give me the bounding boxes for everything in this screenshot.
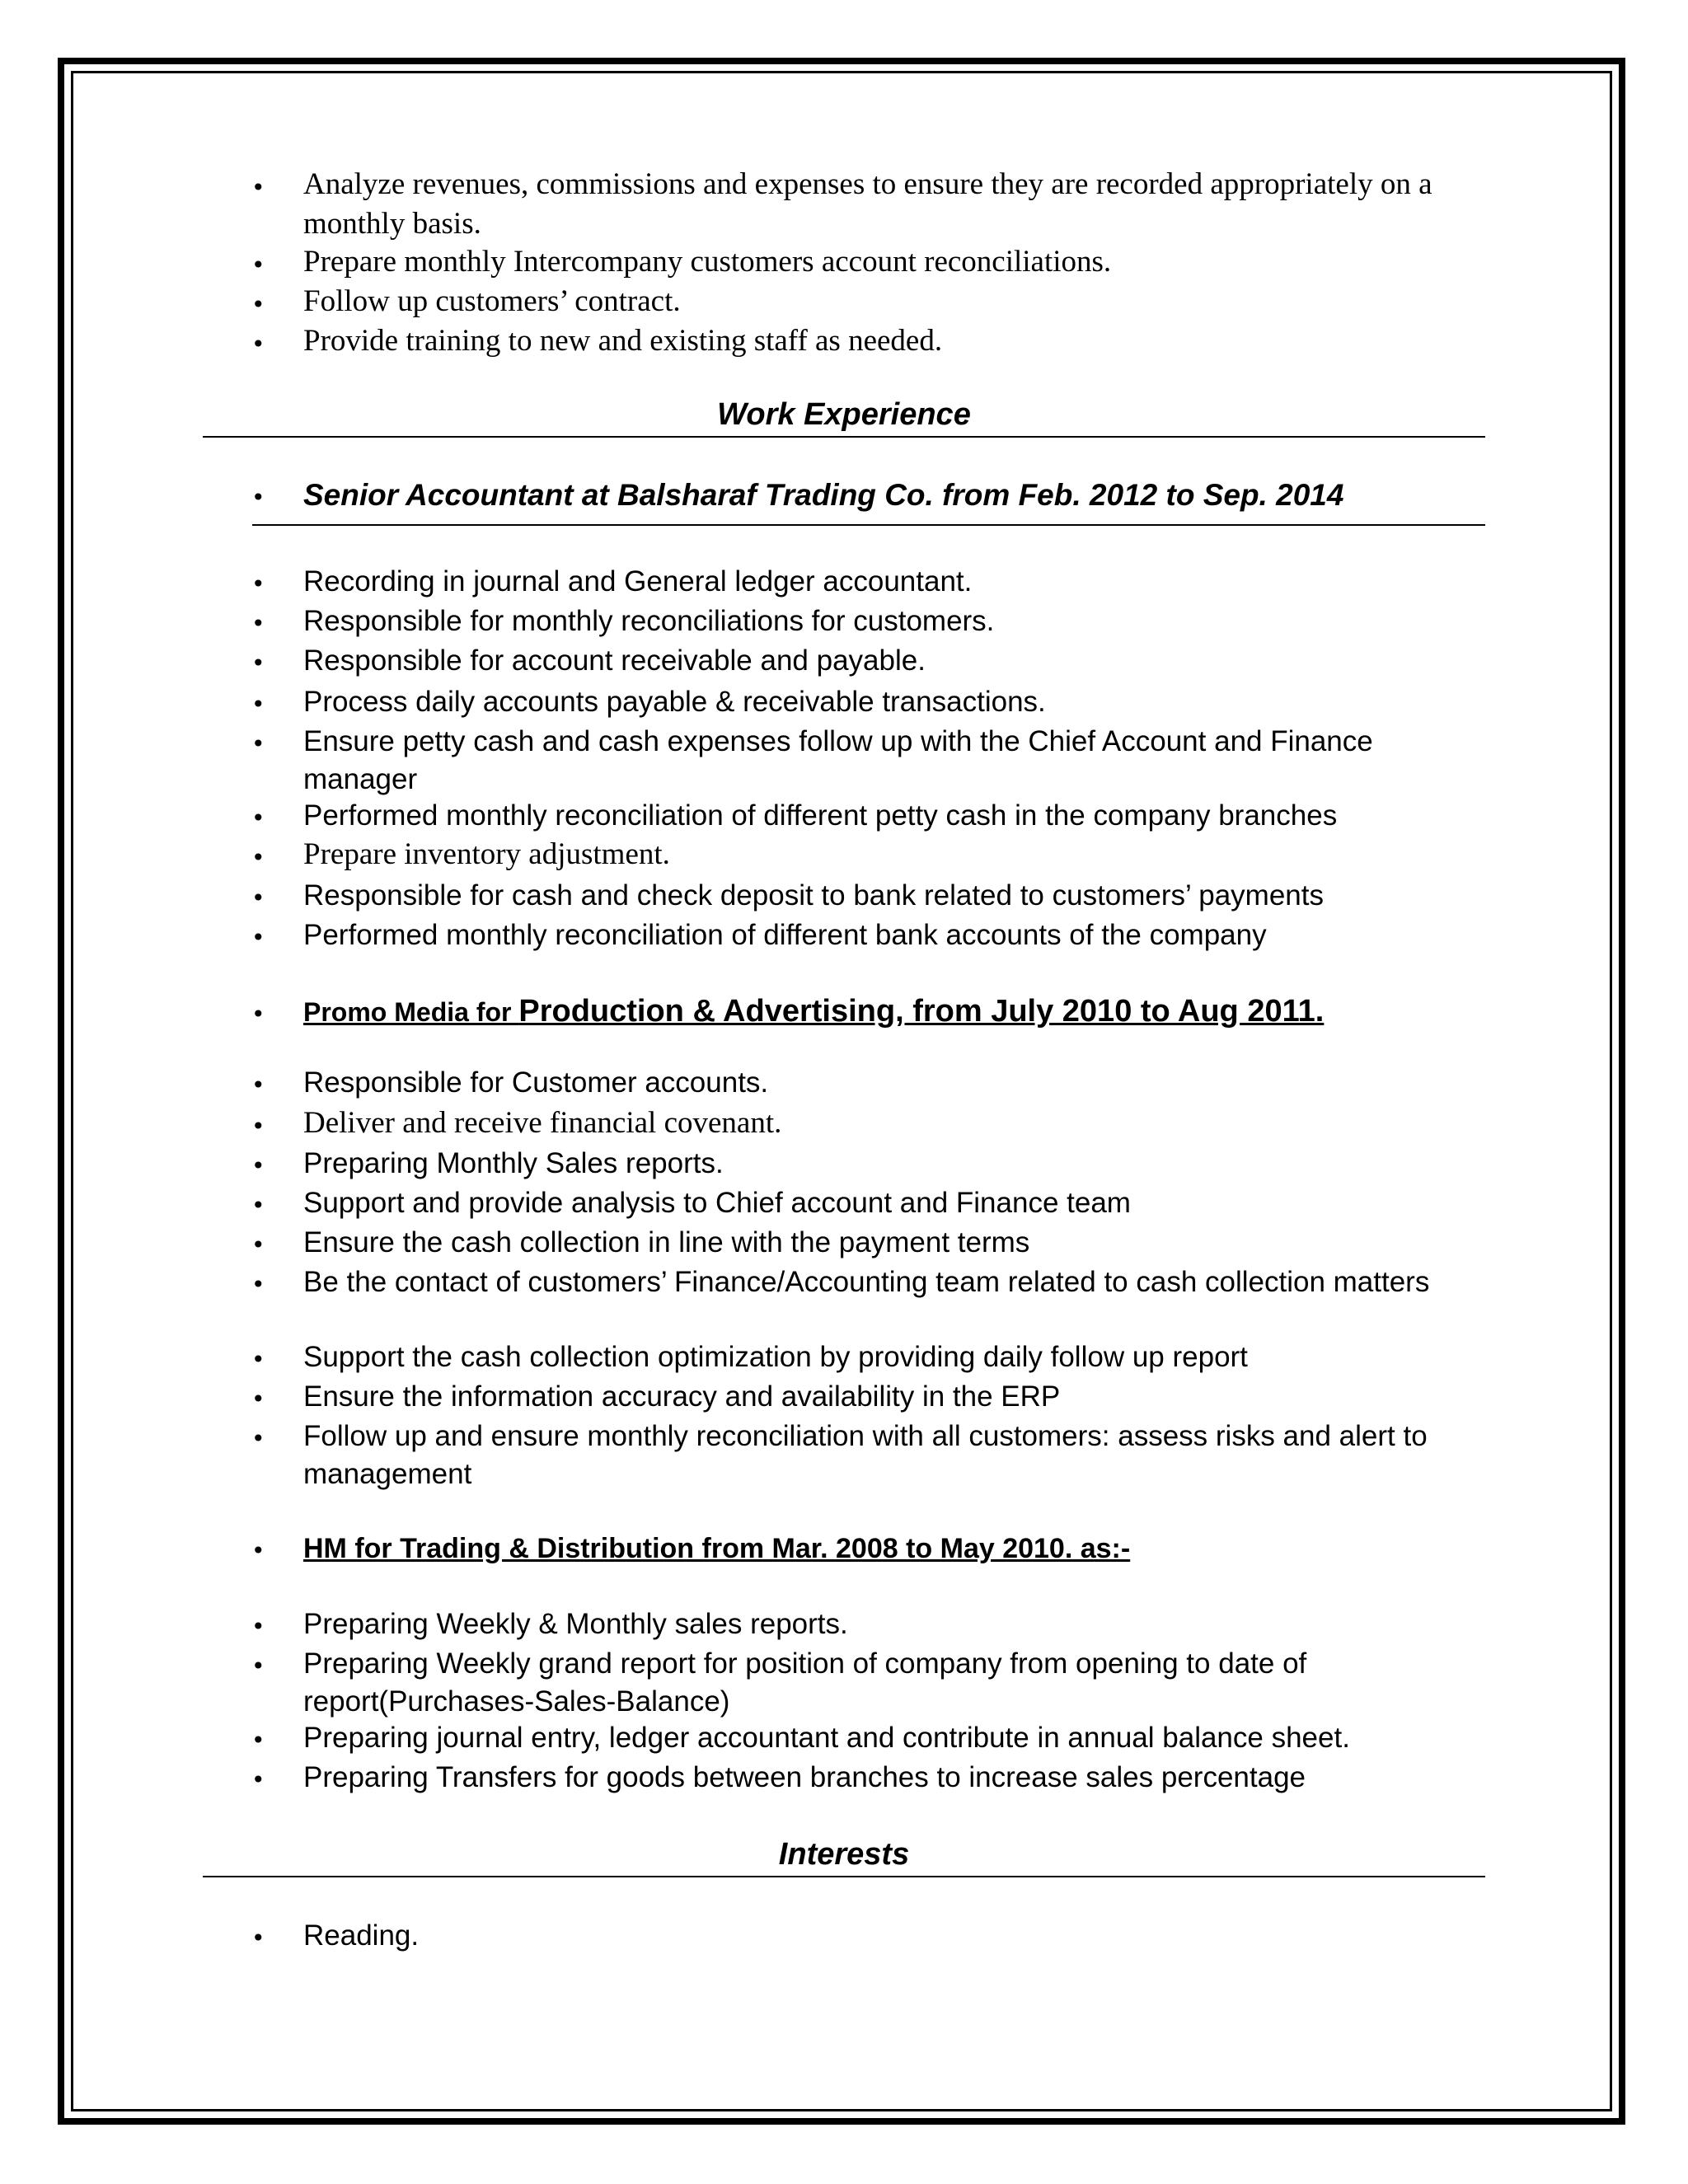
bullet-icon: • (251, 484, 265, 511)
bullet-icon: • (251, 251, 265, 279)
section-heading-work-experience: Work Experience (717, 397, 971, 432)
bullet-icon: • (251, 1537, 265, 1564)
bullet-icon: • (251, 730, 265, 757)
list-item-text: Performed monthly reconciliation of different bank accounts of the company (303, 919, 1267, 951)
list-item-text: Responsible for account receivable and payable. (303, 644, 926, 677)
bullet-icon: • (251, 1346, 265, 1373)
bullet-icon: • (251, 924, 265, 951)
job-title-details: Production & Advertising, from July 2010 to Aug 2011. (518, 994, 1325, 1029)
bullet-icon: • (251, 1071, 265, 1099)
list-item-text: Analyze revenues, commissions and expenses to ensure they are recorded appropriately on a monthly basis. (303, 167, 1432, 241)
list-item-text: Preparing Weekly & Monthly sales reports. (303, 1608, 848, 1640)
bullet-icon: • (251, 649, 265, 677)
bullet-icon: • (251, 610, 265, 637)
list-item-text: Support and provide analysis to Chief account and Finance team (303, 1187, 1131, 1219)
list-item-text: Preparing Monthly Sales reports. (303, 1147, 724, 1179)
list-item-text: Ensure the information accuracy and availability in the ERP (303, 1380, 1061, 1413)
job-title-role: Senior Accountant (303, 478, 574, 512)
bullet-icon: • (251, 1385, 265, 1413)
bullet-icon: • (251, 1766, 265, 1793)
list-item-text: Performed monthly reconciliation of different petty cash in the company branches (303, 799, 1338, 832)
list-item-text: Responsible for Customer accounts. (303, 1066, 769, 1099)
bullet-icon: • (251, 844, 265, 871)
list-item-text: Follow up customers’ contract. (303, 284, 681, 318)
section-heading-interests: Interests (778, 1837, 910, 1872)
list-item-text: Deliver and receive financial covenant. (303, 1106, 782, 1140)
list-item-text: Ensure petty cash and cash expenses follow up with the Chief Account and Finance manager (303, 725, 1373, 795)
section-divider (203, 436, 1485, 438)
bullet-icon: • (251, 291, 265, 318)
job-divider (252, 524, 1485, 526)
list-item-text: Follow up and ensure monthly reconciliation with all customers: assess risks and alert to management (303, 1420, 1428, 1490)
list-item-text: Prepare inventory adjustment. (303, 837, 670, 871)
bullet-icon: • (251, 1231, 265, 1258)
list-item-text: Ensure the cash collection in line with the payment terms (303, 1226, 1030, 1258)
job-title-company: Promo Media for (303, 997, 519, 1027)
bullet-icon: • (251, 804, 265, 832)
bullet-icon: • (251, 1152, 265, 1179)
bullet-icon: • (251, 570, 265, 598)
bullet-icon: • (251, 1425, 265, 1452)
section-divider (203, 1876, 1485, 1877)
bullet-icon: • (251, 1001, 265, 1028)
job-title (303, 991, 1465, 1038)
list-item-text: Be the contact of customers’ Finance/Accounting team related to cash collection matters (303, 1266, 1430, 1298)
bullet-icon: • (251, 330, 265, 358)
list-item-text: Support the cash collection optimization by providing daily follow up report (303, 1341, 1248, 1373)
list-item-text: Recording in journal and General ledger accountant. (303, 565, 973, 598)
job-title-details: at Balsharaf Trading Co. from Feb. 2012 to Sep. 2014 (573, 478, 1344, 512)
bullet-icon: • (251, 884, 265, 912)
list-item-text: Preparing Transfers for goods between branches to increase sales percentage (303, 1761, 1306, 1793)
list-item-text: Responsible for monthly reconciliations for customers. (303, 605, 995, 637)
bullet-icon: • (251, 1652, 265, 1680)
list-item-text: Provide training to new and existing staff as needed. (303, 324, 943, 358)
bullet-icon: • (251, 1192, 265, 1219)
bullet-icon: • (251, 1924, 265, 1952)
bullet-icon: • (251, 1613, 265, 1640)
list-item-text: Preparing Weekly grand report for position of company from opening to date of report(Purchases-Sales-Balance) (303, 1647, 1307, 1718)
list-item-text: Reading. (303, 1919, 420, 1952)
bullet-icon: • (251, 1727, 265, 1754)
bullet-icon: • (251, 1271, 265, 1298)
list-item-text: Responsible for cash and check deposit to bank related to customers’ payments (303, 879, 1324, 912)
job-title (303, 476, 1465, 514)
bullet-icon: • (251, 1113, 265, 1140)
list-item-text: Preparing journal entry, ledger accountant and contribute in annual balance sheet. (303, 1722, 1350, 1754)
job-title: HM for Trading & Distribution from Mar. 2008 to May 2010. as:- (303, 1533, 1131, 1564)
list-item-text: Process daily accounts payable & receivable transactions. (303, 686, 1046, 718)
bullet-icon: • (251, 691, 265, 718)
list-item-text: Prepare monthly Intercompany customers account reconciliations. (303, 245, 1112, 279)
bullet-icon: • (251, 174, 265, 201)
